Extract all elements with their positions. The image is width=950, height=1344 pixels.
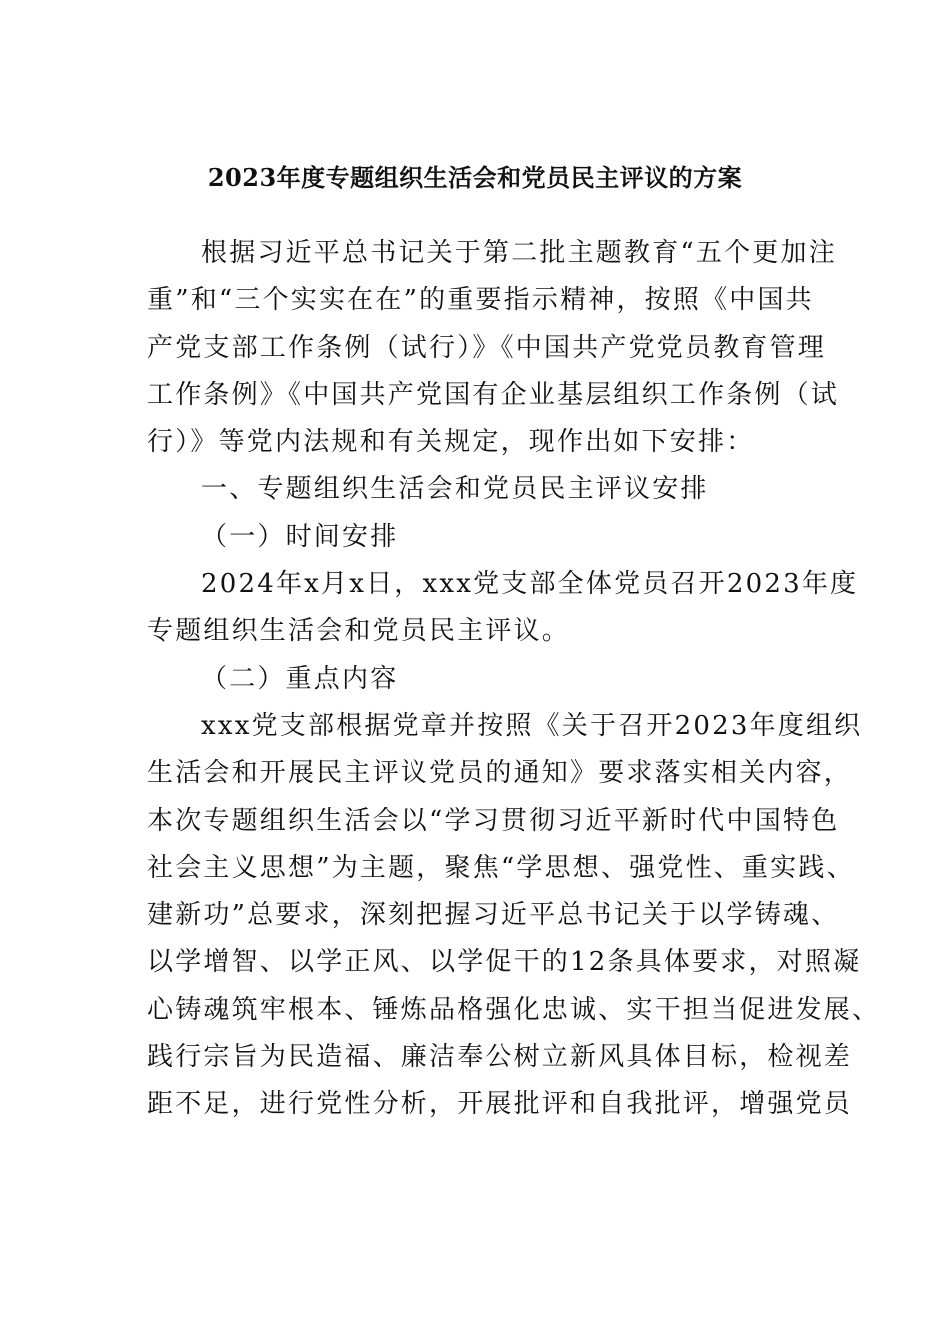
paragraph-content — [147, 703, 881, 1129]
document-title: 2023年度专题组织生活会和党员民主评议的方案 — [207, 163, 743, 192]
text-line: 心铸魂筑牢根本、锤炼品格强化忠诚、实干担当促进发展、 — [147, 994, 881, 1025]
document-body — [147, 230, 881, 1129]
paragraph-schedule — [147, 561, 859, 656]
text-line: 生活会和开展民主评议党员的通知》要求落实相关内容， — [147, 758, 853, 789]
text-line: 工作条例》《中国共产党国有企业基层组织工作条例（试 — [147, 379, 840, 410]
text-line: 根据习近平总书记关于第二批主题教育“五个更加注 — [201, 238, 837, 268]
text-line: 行）》等党内法规和有关规定，现作出如下安排： — [147, 427, 755, 458]
text-line: 一、专题组织生活会和党员民主评议安排 — [201, 474, 709, 505]
text-line: 重”和“三个实实在在”的重要指示精神，按照《中国共 — [147, 285, 814, 316]
text-line: 专题组织生活会和党员民主评议。 — [147, 616, 571, 647]
text-line: 2024年x月x日，xxx党支部全体党员召开2023年度 — [201, 569, 859, 600]
text-line: 建新功”总要求，深刻把握习近平总书记关于以学铸魂、 — [147, 900, 840, 931]
text-line: 本次专题组织生活会以“学习贯彻习近平新时代中国特色 — [147, 805, 840, 836]
subsection-heading-content — [147, 656, 807, 703]
text-line: xxx党支部根据党章并按照《关于召开2023年度组织 — [201, 710, 863, 741]
subsection-heading-schedule — [147, 514, 807, 561]
text-line: （一）时间安排 — [201, 521, 399, 552]
text-line: （二）重点内容 — [201, 663, 399, 694]
text-line: 践行宗旨为民造福、廉洁奉公树立新风具体目标，检视差 — [147, 1042, 853, 1073]
text-line: 产党支部工作条例（试行）》《中国共产党党员教育管理 — [147, 332, 827, 363]
paragraph-intro — [147, 230, 840, 466]
text-line: 以学增智、以学正风、以学促干的12条具体要求，对照凝 — [147, 947, 862, 978]
section-heading-1 — [147, 466, 807, 513]
text-line: 社会主义思想”为主题，聚焦“学思想、强党性、重实践、 — [147, 852, 855, 883]
text-line: 距不足，进行党性分析，开展批评和自我批评，增强党员 — [147, 1089, 853, 1120]
